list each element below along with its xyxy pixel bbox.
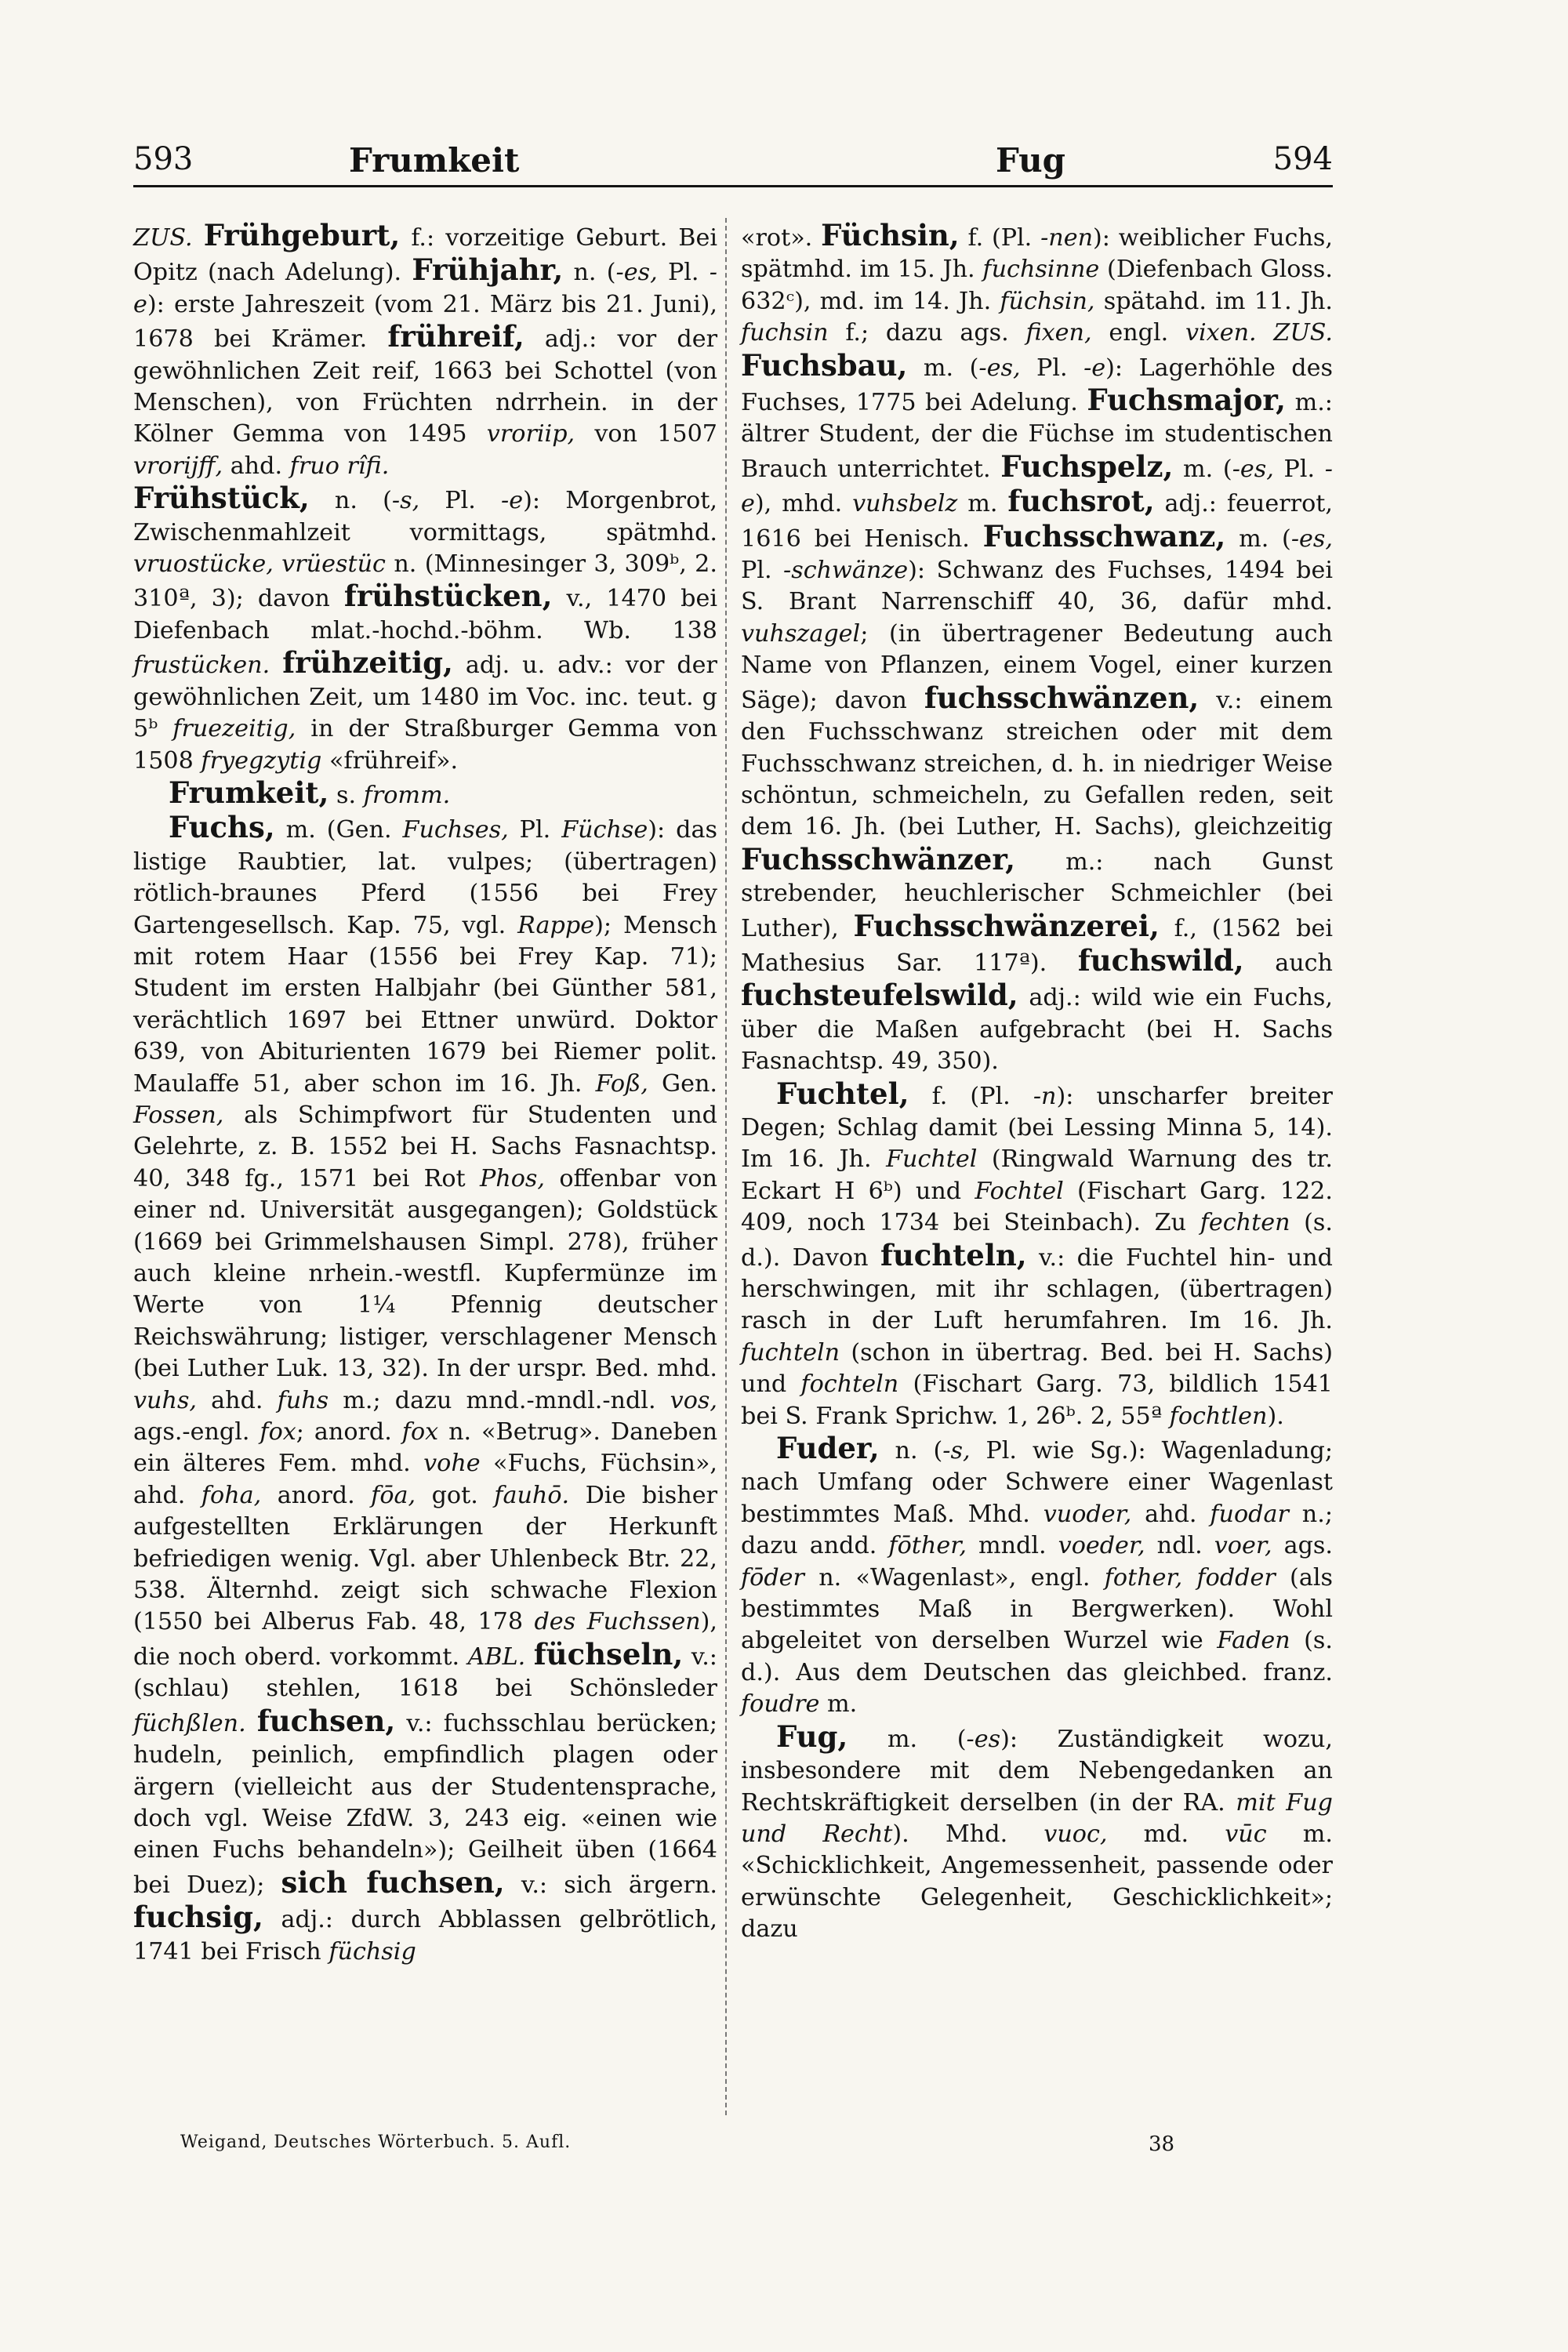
text: (Ringwald Warnung des tr. Eckart H 6ᵇ) und xyxy=(741,1145,1333,1205)
text-italic: fruezeitig, xyxy=(172,715,296,743)
text: Pl. xyxy=(419,487,502,515)
text-italic: ABL. xyxy=(467,1642,526,1671)
text: m. (Gen. xyxy=(274,816,403,844)
text-italic: fuchsinne xyxy=(982,256,1100,284)
text-italic: vohe xyxy=(423,1450,481,1478)
text-italic: -s, xyxy=(391,487,420,515)
text: ): weiblicher Fuchs, spätmhd. im 15. Jh. xyxy=(741,224,1333,284)
text: offenbar von einer nd. Universität ausgegangen); Goldstück (1669 bei Grimmelshausen Simpl. 278), früher auch kleine nrhein.-westfl. Kupfermünze im Werte von 1¼ Pfennig deutscher Reichswährung; listiger, verschlagener Mensch (bei Luther Luk. 13, 32). In der urspr. Bed. mhd. xyxy=(133,1164,718,1383)
headword: fuchsig, xyxy=(133,1900,263,1935)
text-italic: fōa, xyxy=(371,1481,416,1509)
text-italic: fōther, xyxy=(888,1532,967,1560)
headword: Füchsin, xyxy=(821,218,960,252)
text-italic: fochtlen xyxy=(1169,1402,1268,1430)
text-italic: Füchse xyxy=(561,816,648,844)
headword: Fuder, xyxy=(776,1431,880,1466)
text: «Fuchs, Füchsin», ahd. xyxy=(133,1450,718,1509)
text: v.: einem den Fuchsschwanz streichen oder mit dem Fuchsschwanz streichen, d. h. in niedriger Weise schöntun, schmeicheln, zu Gefallen reden, seit dem 16. Jh. (bei Luther, H. Sachs), gleichzeitig xyxy=(741,686,1333,841)
text: f., (1562 bei Mathesius Sar. 117ª). xyxy=(741,914,1333,977)
text-italic: voeder, xyxy=(1058,1532,1145,1560)
text xyxy=(525,1643,534,1671)
text-italic: Foß, xyxy=(595,1069,648,1098)
header-rule xyxy=(133,185,1333,187)
text: anord. xyxy=(261,1481,372,1509)
entry-fruehstueck xyxy=(133,482,717,777)
text-italic: -nen xyxy=(1040,224,1094,252)
text: n. ( xyxy=(879,1437,943,1465)
text: (schon in übertrag. Bed. bei H. Sachs) und xyxy=(741,1338,1333,1399)
text-italic: ZUS. xyxy=(1273,319,1333,347)
text: n. «Wagenlast», engl. xyxy=(804,1563,1105,1592)
text: (als bestimmtes Maß in Bergwerken). Wohl abgeleitet von derselben Wurzel wie xyxy=(741,1563,1333,1655)
text xyxy=(246,1710,257,1737)
text: ), die noch oberd. vorkommt. xyxy=(133,1608,717,1671)
text-italic: vuhsbelz xyxy=(852,490,958,518)
text: «rot». xyxy=(741,224,822,252)
text: m. «Schicklichkeit, Angemessenheit, passende oder erwünschte Gelegenheit, Geschicklichkeit»; dazu xyxy=(741,1820,1333,1944)
headword: fuchteln, xyxy=(880,1237,1027,1272)
text: ): unscharfer breiter Degen; Schlag damit (bei Lessing Minna 5, 14). Im 16. Jh. xyxy=(741,1082,1333,1174)
text-italic: vixen. xyxy=(1185,319,1257,347)
text: m. xyxy=(957,490,1008,518)
text-italic: Fuchtel xyxy=(886,1145,978,1174)
text-italic: vuhs, xyxy=(133,1386,198,1414)
headword: Frumkeit, xyxy=(169,775,329,810)
text-italic: -es, xyxy=(1232,455,1274,483)
text: got. xyxy=(416,1481,495,1509)
page-number-right: 594 xyxy=(1272,141,1333,177)
entry-fuchs xyxy=(133,811,717,1968)
headword: fuchsen, xyxy=(256,1703,396,1738)
text: v.: sich ärgern. xyxy=(504,1871,717,1899)
text: n.; dazu andd. xyxy=(741,1500,1333,1560)
headword: frühzeitig, xyxy=(282,645,453,681)
text-italic: füchßlen. xyxy=(133,1709,246,1737)
text: n. ( xyxy=(309,487,392,515)
text: ). Mhd. xyxy=(892,1820,1044,1848)
page-number-left: 593 xyxy=(133,141,194,177)
text-italic: vruostücke, vrüestüc xyxy=(133,550,386,579)
text: f.: vorzeitige Geburt. Bei Opitz (nach Adelung). xyxy=(133,224,717,287)
left-column xyxy=(133,220,717,1968)
text-italic: -e xyxy=(501,487,524,515)
text-italic: -s, xyxy=(942,1437,971,1465)
text: m. ( xyxy=(1173,455,1232,483)
text xyxy=(270,652,282,679)
entry-fruehgeburt xyxy=(133,220,717,482)
text-italic: vuoc, xyxy=(1044,1820,1108,1848)
text-italic: Fuchses, xyxy=(402,816,509,844)
headword: Frühjahr, xyxy=(412,252,564,288)
text-italic: -schwänze xyxy=(783,557,909,585)
text: m. xyxy=(819,1690,858,1719)
text-italic: füchsig xyxy=(328,1937,416,1965)
text: m.; dazu mnd.-mndl.-ndl. xyxy=(328,1386,670,1414)
text: v.: die Fuchtel hin- und herschwingen, mit ihr schlagen, (übertragen) rasch in der Luft herumfahren. Im 16. Jh. xyxy=(741,1243,1333,1335)
text-italic: -es, xyxy=(978,354,1021,382)
headword: fuchsteufelswild, xyxy=(741,978,1018,1013)
footer-source: Weigand, Deutsches Wörterbuch. 5. Aufl. xyxy=(180,2132,572,2152)
text: in der Straßburger Gemma von 1508 xyxy=(133,715,718,775)
headword: Fuchsmajor, xyxy=(1087,383,1287,418)
headword: sich fuchsen, xyxy=(281,1864,505,1900)
text-italic: fother, fodder xyxy=(1104,1563,1276,1592)
text-italic: fochteln xyxy=(800,1370,899,1399)
text-italic: -es, xyxy=(615,259,658,287)
text: f. (Pl. xyxy=(959,224,1041,252)
running-head-left: Frumkeit xyxy=(349,141,520,180)
signature-mark: 38 xyxy=(1149,2132,1175,2156)
text: ): Schwanz des Fuchses, 1494 bei S. Brant Narrenschiff 40, 36, dafür mhd. xyxy=(741,557,1333,616)
text: m.: nach Gunst strebender, heuchlerischer Schmeichler (bei Luther), xyxy=(741,848,1333,942)
running-head-right: Fug xyxy=(996,141,1065,180)
text: Pl. xyxy=(741,557,784,585)
text: ndl. xyxy=(1145,1532,1214,1560)
headword: füchseln, xyxy=(533,1636,684,1671)
text-italic: fixen, xyxy=(1025,319,1092,347)
entry-fuder xyxy=(741,1432,1333,1721)
headword: frühstücken, xyxy=(343,579,553,614)
headword: Fuchsbau, xyxy=(741,347,908,383)
text-italic: fruo rîfi. xyxy=(289,452,390,480)
text: adj. u. adv.: vor der gewöhnlichen Zeit, um 1480 im Voc. inc. teut. g 5ᵇ xyxy=(133,652,717,743)
text-italic: foha, xyxy=(201,1481,262,1509)
text: n. (Minnesinger 3, 309ᵇ, 2. 310ª, 3); davon xyxy=(133,550,717,613)
text-italic: ZUS. xyxy=(133,224,193,252)
entry-frumkeit xyxy=(133,777,717,811)
text: v., 1470 bei Diefenbach mlat.-hochd.-böhm. Wb. 138 xyxy=(133,585,717,644)
headword: Fuchsschwänzer, xyxy=(741,841,1016,877)
text-italic: -e xyxy=(741,455,1333,518)
text-italic: voer, xyxy=(1214,1532,1272,1560)
text-italic: füchsin, xyxy=(1000,287,1095,315)
headword: fuchsschwänzen, xyxy=(924,680,1200,715)
headword: Fuchspelz, xyxy=(1000,448,1174,484)
text-italic: vūc xyxy=(1225,1820,1267,1848)
text: (s. d.). Aus dem Deutschen das gleichbed. franz. xyxy=(741,1627,1333,1686)
text-italic: -e xyxy=(133,259,717,318)
text: auch xyxy=(1243,949,1333,977)
text: ; anord. xyxy=(296,1418,402,1446)
text-italic: Faden xyxy=(1217,1627,1290,1655)
headword: fuchswild, xyxy=(1077,942,1244,978)
text-italic: -n xyxy=(1033,1082,1057,1110)
page-header xyxy=(133,141,1333,196)
text: m. ( xyxy=(1225,524,1291,553)
text: f.; dazu ags. xyxy=(828,319,1026,347)
headword: frühreif, xyxy=(387,319,524,354)
text-italic: Fossen, xyxy=(133,1101,224,1129)
text: md. xyxy=(1107,1820,1225,1848)
text: ahd. xyxy=(223,452,290,480)
text: Gen. xyxy=(648,1069,717,1098)
headword: Fug, xyxy=(776,1719,848,1754)
text-italic: foudre xyxy=(741,1690,820,1719)
text: von 1507 xyxy=(575,420,717,448)
entry-fuechsin xyxy=(741,220,1333,1078)
text-italic: fuchsin xyxy=(741,319,829,347)
headword: Frühgeburt, xyxy=(203,218,401,252)
headword: Fuchsschwanz, xyxy=(982,518,1226,554)
text: ags.-engl. xyxy=(133,1418,260,1446)
text: als Schimpfwort für Studenten und Gelehrte, z. B. 1552 bei H. Sachs Fasnachtsp. 40, 348 fg., 1571 bei Rot xyxy=(133,1101,717,1192)
text: Pl. wie Sg.): Wagenladung; nach Umfang oder Schwere einer Wagenlast bestimmtes Maß. Mhd. xyxy=(741,1437,1333,1528)
text: (Diefenbach Gloss. 632ᶜ), md. im 14. Jh. xyxy=(741,256,1333,315)
text: ): Morgenbrot, Zwischenmahlzeit vormittags, spätmhd. xyxy=(133,487,717,546)
text: ): Lagerhöhle des Fuchses, 1775 bei Adelung. xyxy=(741,354,1333,417)
headword: Fuchsschwänzerei, xyxy=(853,908,1160,943)
text-italic: vroriip, xyxy=(486,420,575,448)
text-italic: -es, xyxy=(1290,524,1333,553)
text: s. xyxy=(328,781,364,809)
text: adj.: wild wie ein Fuchs, über die Maßen aufgebracht (bei H. Sachs Fasnachtsp. 49, 350). xyxy=(741,984,1333,1076)
text-italic: frustücken. xyxy=(133,652,270,680)
text: ags. xyxy=(1272,1532,1333,1560)
text: v.: (schlau) stehlen, 1618 bei Schönsleder xyxy=(133,1642,717,1703)
text: Die bisher aufgestellten Erklärungen der Herkunft befriedigen wenig. Vgl. aber Uhlenbeck Btr. 22, 538. Älternhd. zeigt sich schwache Flexion (1550 bei Alberus Fab. 48, 178 xyxy=(133,1481,718,1636)
column-divider xyxy=(725,218,727,2115)
text-italic: fuhs xyxy=(277,1386,329,1414)
text: Pl. xyxy=(657,259,710,287)
text-italic: des Fuchssen xyxy=(534,1608,701,1636)
text-italic: Phos, xyxy=(479,1164,545,1192)
text: ): erste Jahreszeit (vom 21. März bis 21. Juni), 1678 bei Krämer. xyxy=(133,290,717,354)
text: ; (in übertragener Bedeutung auch Name von Pflanzen, einem Vogel, einer kurzen Säge); davon xyxy=(741,619,1333,714)
text: Pl. xyxy=(1273,455,1325,483)
text: (Fischart Garg. 73, bildlich 1541 bei S. Frank Sprichw. 1, 26ᵇ. 2, 55ª xyxy=(741,1370,1334,1430)
text-italic: fox xyxy=(260,1418,296,1446)
text: ahd. xyxy=(197,1386,278,1414)
headword: fuchsrot, xyxy=(1007,484,1155,519)
text-italic: fauhō. xyxy=(494,1481,570,1509)
text-italic: fromm. xyxy=(363,781,451,809)
text: «frühreif». xyxy=(321,746,459,775)
text: mndl. xyxy=(966,1532,1058,1560)
text: ). xyxy=(1267,1402,1284,1430)
text: ); Mensch mit rotem Haar (1556 bei Frey Kap. 71); Student im ersten Halbjahr (bei Günther 581, verächtlich 1697 bei Ettner unwürd. Doktor 639, von Abiturienten 1679 bei Riemer polit. Maulaffe 51, aber schon im 16. Jh. xyxy=(133,911,718,1098)
text: Pl. xyxy=(1020,354,1084,382)
right-column xyxy=(741,220,1333,1946)
text-italic: vuhszagel xyxy=(741,619,861,648)
text: (s. d.). Davon xyxy=(741,1209,1333,1272)
text: ): Zuständigkeit wozu, insbesondere mit dem Nebengedanken an Rechtskräftigkeit derselben (in der RA. xyxy=(741,1725,1333,1817)
text-italic: Fochtel xyxy=(975,1177,1064,1205)
text: spätahd. im 11. Jh. xyxy=(1094,287,1333,315)
text: ), mhd. xyxy=(754,490,853,518)
text: adj.: vor der gewöhnlichen Zeit reif, 1663 bei Schottel (von Menschen), von Früchten ndrrhein. in der Kölner Gemma von 1495 xyxy=(133,325,718,448)
text-italic: -e xyxy=(1083,354,1106,382)
text-italic: vos, xyxy=(670,1386,717,1414)
text: m. ( xyxy=(907,354,979,382)
text: engl. xyxy=(1091,319,1185,347)
text: Pl. xyxy=(508,816,562,844)
text: ): das listige Raubtier, lat. vulpes; (übertragen) rötlich-braunes Pferd (1556 bei Frey Gartengesellsch. Kap. 75, vgl. xyxy=(133,816,717,939)
text: f. (Pl. xyxy=(909,1082,1033,1110)
text-italic: fuodar xyxy=(1210,1500,1289,1528)
text-italic: vrorijff, xyxy=(133,452,223,480)
entry-fuchtel xyxy=(741,1078,1333,1432)
text: adj.: feuerrot, 1616 bei Henisch. xyxy=(741,490,1333,553)
headword: Frühstück, xyxy=(133,481,310,516)
headword: Fuchs, xyxy=(169,810,275,845)
text-italic: fechten xyxy=(1200,1209,1290,1237)
text-italic: mit Fug und Recht xyxy=(741,1788,1333,1848)
text: ahd. xyxy=(1131,1500,1210,1528)
text-italic: fox xyxy=(401,1418,439,1446)
text: m.: ältrer Student, der die Füchse im studentischen Brauch unterrichtet. xyxy=(741,389,1333,483)
text: v.: fuchsschlau berücken; hudeln, peinlich, empfindlich plagen oder ärgern (vielleicht aus der Studentensprache, doch vgl. Weise ZfdW. 3, 243 eig. «einen wie einen Fuchs behandeln»); Geilheit üben (1664 bei Duez); xyxy=(133,1709,717,1899)
text-italic: -es xyxy=(966,1725,1001,1753)
entry-fug xyxy=(741,1721,1333,1946)
text-italic: fōder xyxy=(741,1563,804,1592)
text: (Fischart Garg. 122. 409, noch 1734 bei Steinbach). Zu xyxy=(741,1177,1333,1237)
text: n. ( xyxy=(563,259,616,287)
text-italic: fryegzytig xyxy=(201,746,322,775)
text-italic: Rappe xyxy=(517,911,595,939)
headword: Fuchtel, xyxy=(776,1076,909,1111)
text: m. ( xyxy=(848,1725,967,1753)
text: n. «Betrug». Daneben ein älteres Fem. mhd. xyxy=(133,1418,718,1478)
text-italic: vuoder, xyxy=(1043,1500,1132,1528)
text: adj.: durch Abblassen gelbrötlich, 1741 bei Frisch xyxy=(133,1906,717,1965)
text-italic: fuchteln xyxy=(741,1338,840,1367)
text xyxy=(193,224,204,252)
text xyxy=(1257,319,1274,347)
